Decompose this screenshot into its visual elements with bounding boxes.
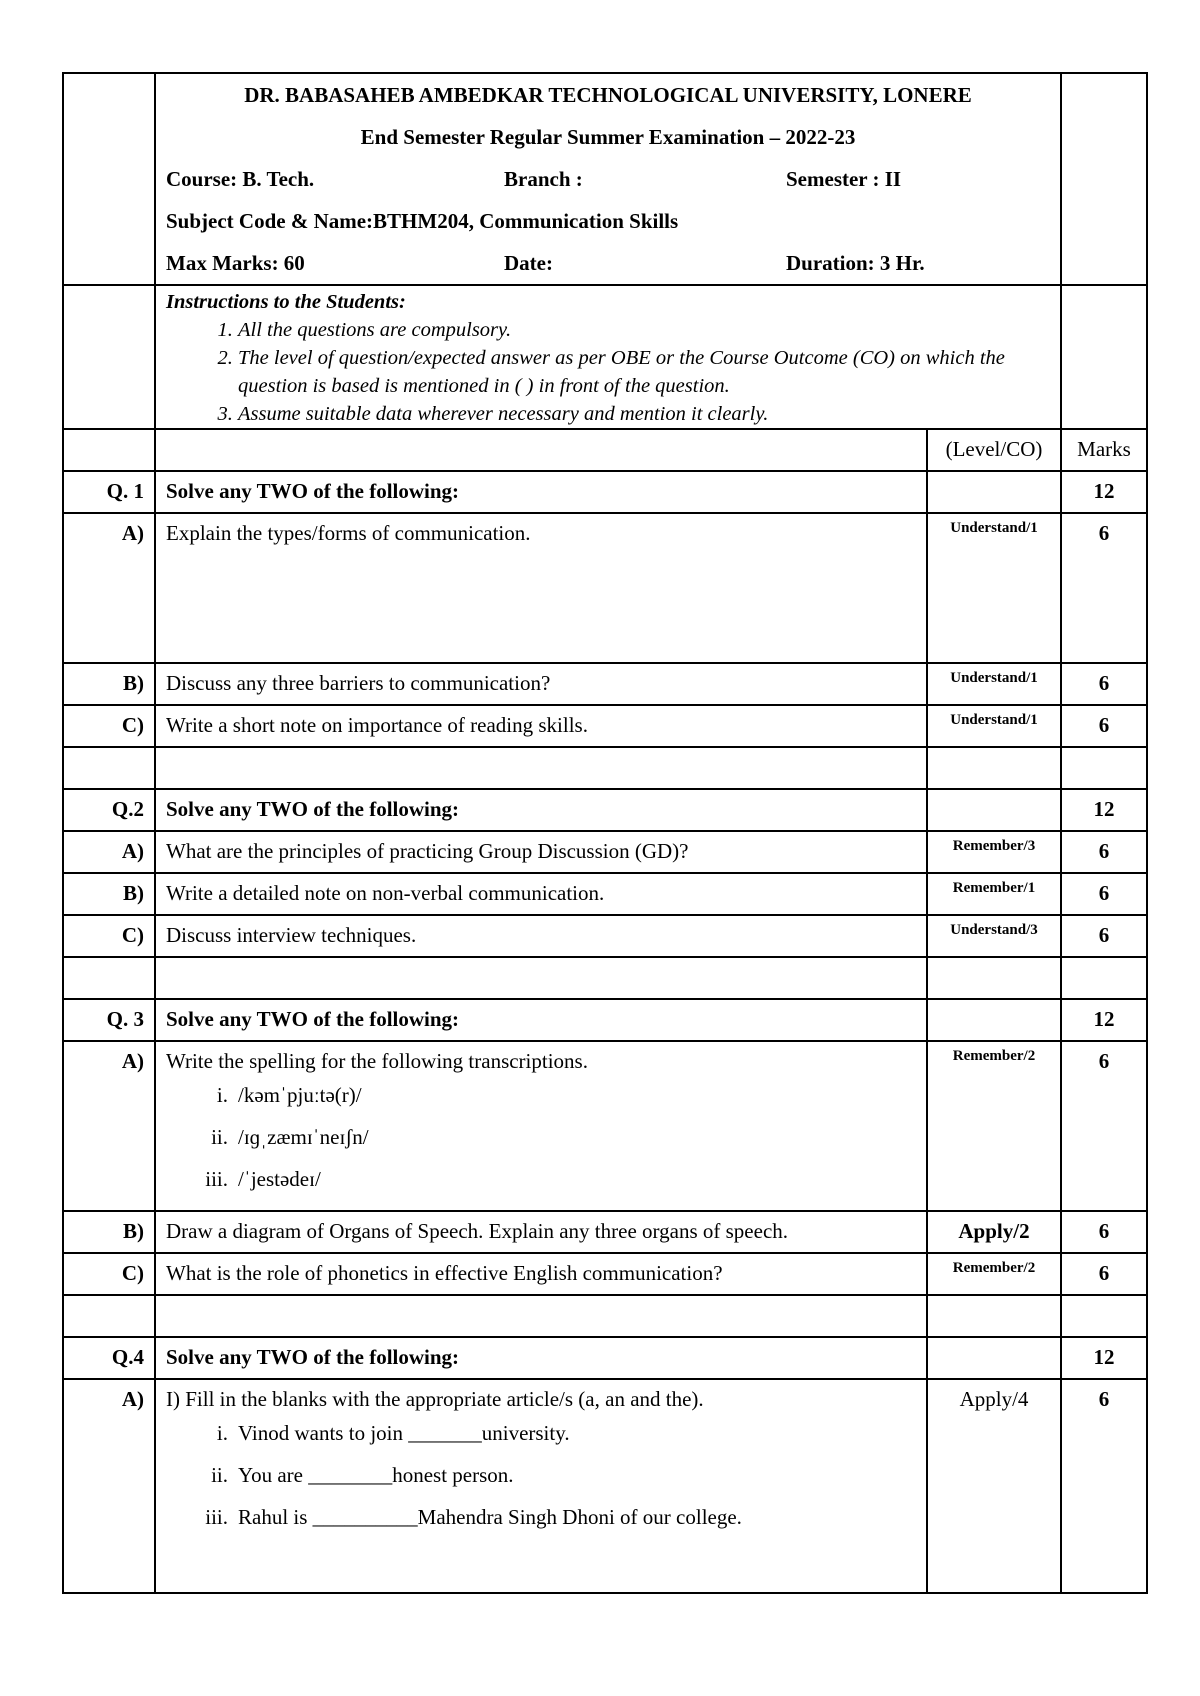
item-text: /ɪɡˌzæmɪˈneɪʃn/ (238, 1125, 369, 1149)
max-marks: Max Marks: 60 (166, 251, 305, 275)
subquestion-marks: 6 (1061, 1211, 1147, 1253)
level-co: Remember/2 (927, 1041, 1061, 1211)
exam-title: End Semester Regular Summer Examination – 2022-23 (360, 125, 856, 149)
instructions-left-cell (63, 285, 155, 429)
subquestion-marks: 6 (1061, 915, 1147, 957)
list-item (166, 1116, 916, 1158)
subquestion-label: B) (63, 873, 155, 915)
level-co: Understand/1 (927, 663, 1061, 705)
level-cell (927, 789, 1061, 831)
question-title: Solve any TWO of the following: (155, 471, 927, 513)
level-co: Apply/2 (927, 1211, 1061, 1253)
instructions (155, 285, 1061, 429)
subquestion-text: Write a detailed note on non-verbal communication. (155, 873, 927, 915)
question-number: Q. 3 (63, 999, 155, 1041)
spacer-cell (927, 1295, 1061, 1337)
subquestion-text: What are the principles of practicing Group Discussion (GD)? (155, 831, 927, 873)
spacer-cell (927, 957, 1061, 999)
spacer-row (63, 747, 1147, 789)
instruction-item: 1. All the questions are compulsory. (238, 316, 1050, 344)
level-co: Apply/4 (927, 1379, 1061, 1593)
question-number: Q.4 (63, 1337, 155, 1379)
subquestion-label: A) (63, 1041, 155, 1211)
instruction-item: 3. Assume suitable data wherever necessary and mention it clearly. (238, 400, 1050, 428)
spacer-cell (1061, 747, 1147, 789)
subquestion-marks: 6 (1061, 705, 1147, 747)
item-text: Rahul is __________Mahendra Singh Dhoni of our college. (238, 1505, 742, 1529)
subquestion-text: Explain the types/forms of communication. (155, 513, 927, 663)
item-number: iii. (205, 1505, 228, 1529)
subquestion-label: C) (63, 705, 155, 747)
list-item (166, 1454, 916, 1496)
branch: Branch : (504, 167, 583, 191)
question-title: Solve any TWO of the following: (155, 999, 927, 1041)
item-number: ii. (211, 1463, 228, 1487)
list-item (166, 1496, 916, 1538)
spacer-cell (155, 747, 927, 789)
question-marks: 12 (1061, 999, 1147, 1041)
subquestion-text: Write a short note on importance of reading skills. (155, 705, 927, 747)
spacer-row (63, 957, 1147, 999)
duration: Duration: 3 Hr. (786, 251, 925, 275)
question-marks: 12 (1061, 471, 1147, 513)
question-number: Q.2 (63, 789, 155, 831)
subquestion-text: Discuss interview techniques. (155, 915, 927, 957)
course-line (166, 158, 1050, 200)
level-co: Understand/1 (927, 513, 1061, 663)
header-right-cell (1061, 73, 1147, 285)
marks-line (166, 242, 1050, 284)
semester: Semester : II (786, 167, 902, 191)
instructions-title: Instructions to the Students: (166, 291, 406, 313)
spacer-cell (155, 957, 927, 999)
item-number: iii. (205, 1167, 228, 1191)
subquestion-label: B) (63, 663, 155, 705)
subject-line: Subject Code & Name:BTHM204, Communication Skills (166, 209, 679, 233)
marks-header: Marks (1061, 429, 1147, 471)
subquestion-text: Draw a diagram of Organs of Speech. Explain any three organs of speech. (155, 1211, 927, 1253)
subquestion-marks: 6 (1061, 1379, 1147, 1593)
spacer-cell (927, 747, 1061, 789)
item-text: Vinod wants to join _______university. (238, 1421, 570, 1445)
spacer-cell (155, 1295, 927, 1337)
item-number: ii. (211, 1125, 228, 1149)
level-co: Understand/1 (927, 705, 1061, 747)
subquestion-marks: 6 (1061, 1041, 1147, 1211)
subquestion-text: I) Fill in the blanks with the appropriate article/s (a, an and the). (166, 1387, 704, 1411)
level-co-header: (Level/CO) (927, 429, 1061, 471)
instruction-item: 2. The level of question/expected answer as per OBE or the Course Outcome (CO) on which the question is based is mentioned in ( ) in front of the question. (238, 344, 1050, 400)
spacer-row (63, 1295, 1147, 1337)
subquestion-marks: 6 (1061, 1253, 1147, 1295)
spacer-cell (63, 747, 155, 789)
subquestion-marks: 6 (1061, 513, 1147, 663)
transcription-list (166, 1074, 916, 1200)
item-text: You are ________honest person. (238, 1463, 514, 1487)
spacer-cell (63, 1295, 155, 1337)
subquestion-text: Write the spelling for the following transcriptions. (166, 1049, 588, 1073)
question-marks: 12 (1061, 789, 1147, 831)
exam-header (155, 73, 1061, 285)
level-co: Remember/3 (927, 831, 1061, 873)
col-header-empty (155, 429, 927, 471)
subquestion-label: C) (63, 915, 155, 957)
spacer-cell (1061, 1295, 1147, 1337)
item-text: /kəmˈpjuːtə(r)/ (238, 1083, 362, 1107)
item-number: i. (216, 1421, 228, 1445)
question-marks: 12 (1061, 1337, 1147, 1379)
spacer-cell (1061, 957, 1147, 999)
question-title: Solve any TWO of the following: (155, 1337, 927, 1379)
subquestion-label: C) (63, 1253, 155, 1295)
subquestion-marks: 6 (1061, 663, 1147, 705)
exam-date: Date: (504, 251, 553, 275)
subquestion-label: B) (63, 1211, 155, 1253)
list-item (166, 1412, 916, 1454)
fill-blanks-list (166, 1412, 916, 1538)
instructions-right-cell (1061, 285, 1147, 429)
subquestion-marks: 6 (1061, 873, 1147, 915)
subquestion-cell (155, 1379, 927, 1593)
spacer-cell (63, 957, 155, 999)
level-co: Remember/2 (927, 1253, 1061, 1295)
subquestion-text: Discuss any three barriers to communication? (155, 663, 927, 705)
university-name: DR. BABASAHEB AMBEDKAR TECHNOLOGICAL UNIVERSITY, LONERE (244, 83, 972, 107)
level-co: Remember/1 (927, 873, 1061, 915)
subquestion-label: A) (63, 831, 155, 873)
question-paper-table (62, 72, 1148, 1594)
header-left-cell (63, 73, 155, 285)
list-item (166, 1074, 916, 1116)
item-number: i. (216, 1083, 228, 1107)
question-title: Solve any TWO of the following: (155, 789, 927, 831)
col-header-empty (63, 429, 155, 471)
subquestion-label: A) (63, 513, 155, 663)
level-cell (927, 1337, 1061, 1379)
subquestion-marks: 6 (1061, 831, 1147, 873)
subquestion-text: What is the role of phonetics in effective English communication? (155, 1253, 927, 1295)
course: Course: B. Tech. (166, 167, 315, 191)
list-item (166, 1158, 916, 1200)
subquestion-cell (155, 1041, 927, 1211)
level-co: Understand/3 (927, 915, 1061, 957)
level-cell (927, 999, 1061, 1041)
item-text: /ˈjestədeɪ/ (238, 1167, 321, 1191)
level-cell (927, 471, 1061, 513)
subquestion-label: A) (63, 1379, 155, 1593)
question-number: Q. 1 (63, 471, 155, 513)
